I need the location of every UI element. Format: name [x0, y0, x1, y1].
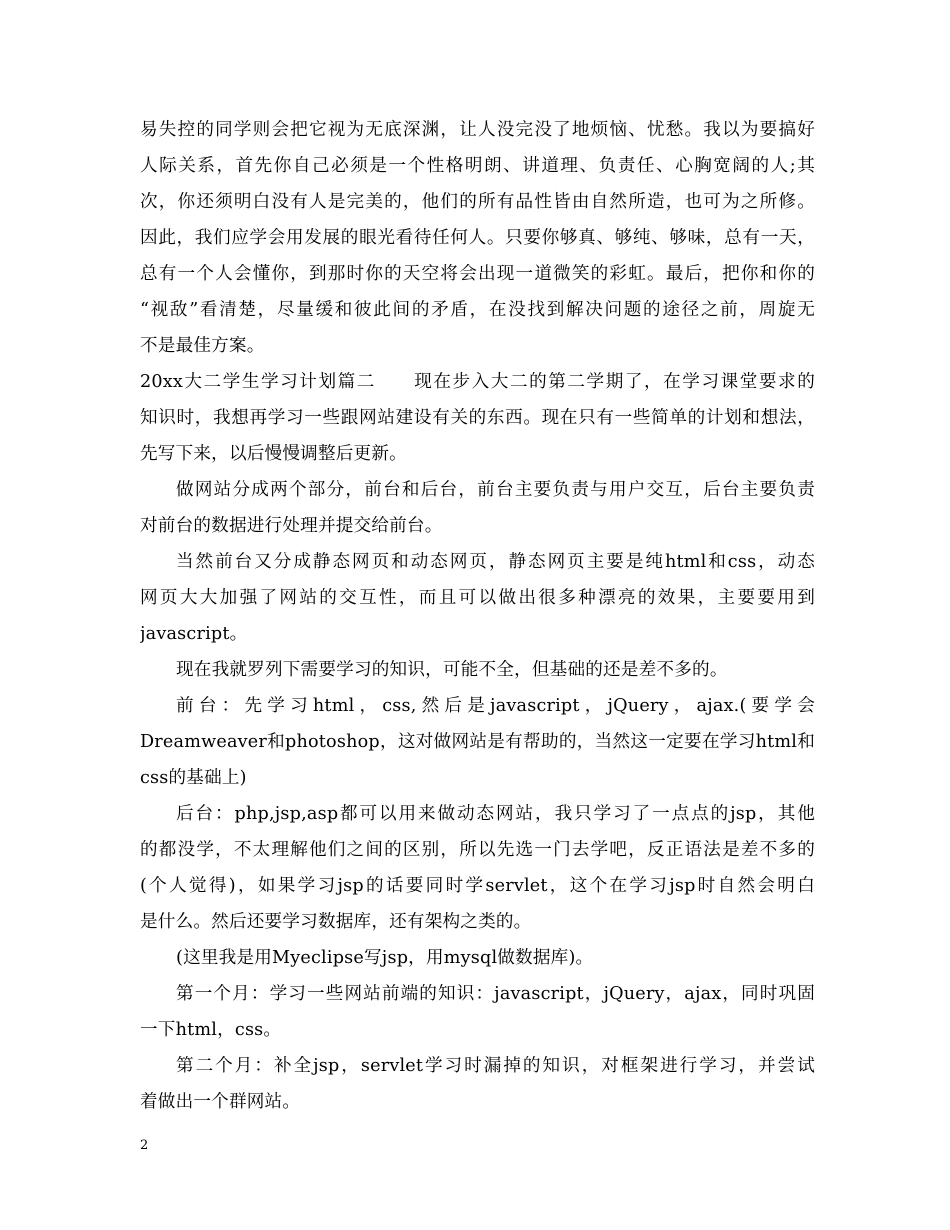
text-line: 次，你还须明白没有人是完美的，他们的所有品性皆由自然所造，也可为之所修。: [140, 192, 815, 212]
text-line: javascript。: [140, 624, 248, 644]
text-line: 现在我就罗列下需要学习的知识，可能不全，但基础的还是差不多的。: [176, 660, 728, 680]
text-line: (个人觉得)，如果学习jsp的话要同时学servlet，这个在学习jsp时自然会明白: [140, 876, 815, 896]
text-line: 当然前台又分成静态网页和动态网页，静态网页主要是纯html和css，动态: [176, 552, 815, 572]
text-line: Dreamweaver和photoshop，这对做网站是有帮助的，当然这一定要在学习html和: [140, 732, 815, 752]
document-body: [140, 112, 815, 1120]
text-line: 总有一个人会懂你，到那时你的天空将会出现一道微笑的彩虹。最后，把你和你的: [140, 264, 815, 284]
text-line: 做网站分成两个部分，前台和后台，前台主要负责与用户交互，后台主要负责: [176, 480, 815, 500]
page-number: 2: [140, 1138, 149, 1153]
text-line: (这里我是用Myeclipse写jsp，用mysql做数据库)。: [176, 948, 594, 968]
text-line: 不是最佳方案。: [140, 336, 265, 356]
text-line: 第一个月：学习一些网站前端的知识：javascript，jQuery，ajax，同时巩固: [176, 984, 815, 1004]
text-line: “视敌”看清楚，尽量缓和彼此间的矛盾，在没找到解决问题的途径之前，周旋无: [140, 300, 815, 320]
text-line: 着做出一个群网站。: [140, 1092, 301, 1112]
text-line: 易失控的同学则会把它视为无底深渊，让人没完没了地烦恼、忧愁。我以为要搞好: [140, 120, 815, 140]
text-line: 先写下来，以后慢慢调整后更新。: [140, 444, 407, 464]
text-line: 前台：先学习html，css,然后是javascript，jQuery，ajax.(要学会: [176, 696, 815, 716]
text-line: 后台：php,jsp,asp都可以用来做动态网站，我只学习了一点点的jsp，其他: [176, 804, 815, 824]
text-line: css的基础上): [140, 768, 247, 788]
text-line: 第二个月：补全jsp，servlet学习时漏掉的知识，对框架进行学习，并尝试: [176, 1056, 815, 1076]
text-line: 的都没学，不太理解他们之间的区别，所以先选一门去学吧，反正语法是差不多的: [140, 840, 815, 860]
text-line: 一下html，css。: [140, 1020, 282, 1040]
text-line: 是什么。然后还要学习数据库，还有架构之类的。: [140, 912, 532, 932]
text-line: 人际关系，首先你自己必须是一个性格明朗、讲道理、负责任、心胸宽阔的人;其: [140, 156, 815, 176]
text-line: 网页大大加强了网站的交互性，而且可以做出很多种漂亮的效果，主要要用到: [140, 588, 815, 608]
text-line: 知识时，我想再学习一些跟网站建设有关的东西。现在只有一些简单的计划和想法，: [140, 408, 815, 428]
text-line: 因此，我们应学会用发展的眼光看待任何人。只要你够真、够纯、够味，总有一天，: [140, 228, 815, 248]
text-line: 20xx大二学生学习计划篇二 现在步入大二的第二学期了，在学习课堂要求的: [140, 372, 815, 392]
text-line: 对前台的数据进行处理并提交给前台。: [140, 516, 443, 536]
